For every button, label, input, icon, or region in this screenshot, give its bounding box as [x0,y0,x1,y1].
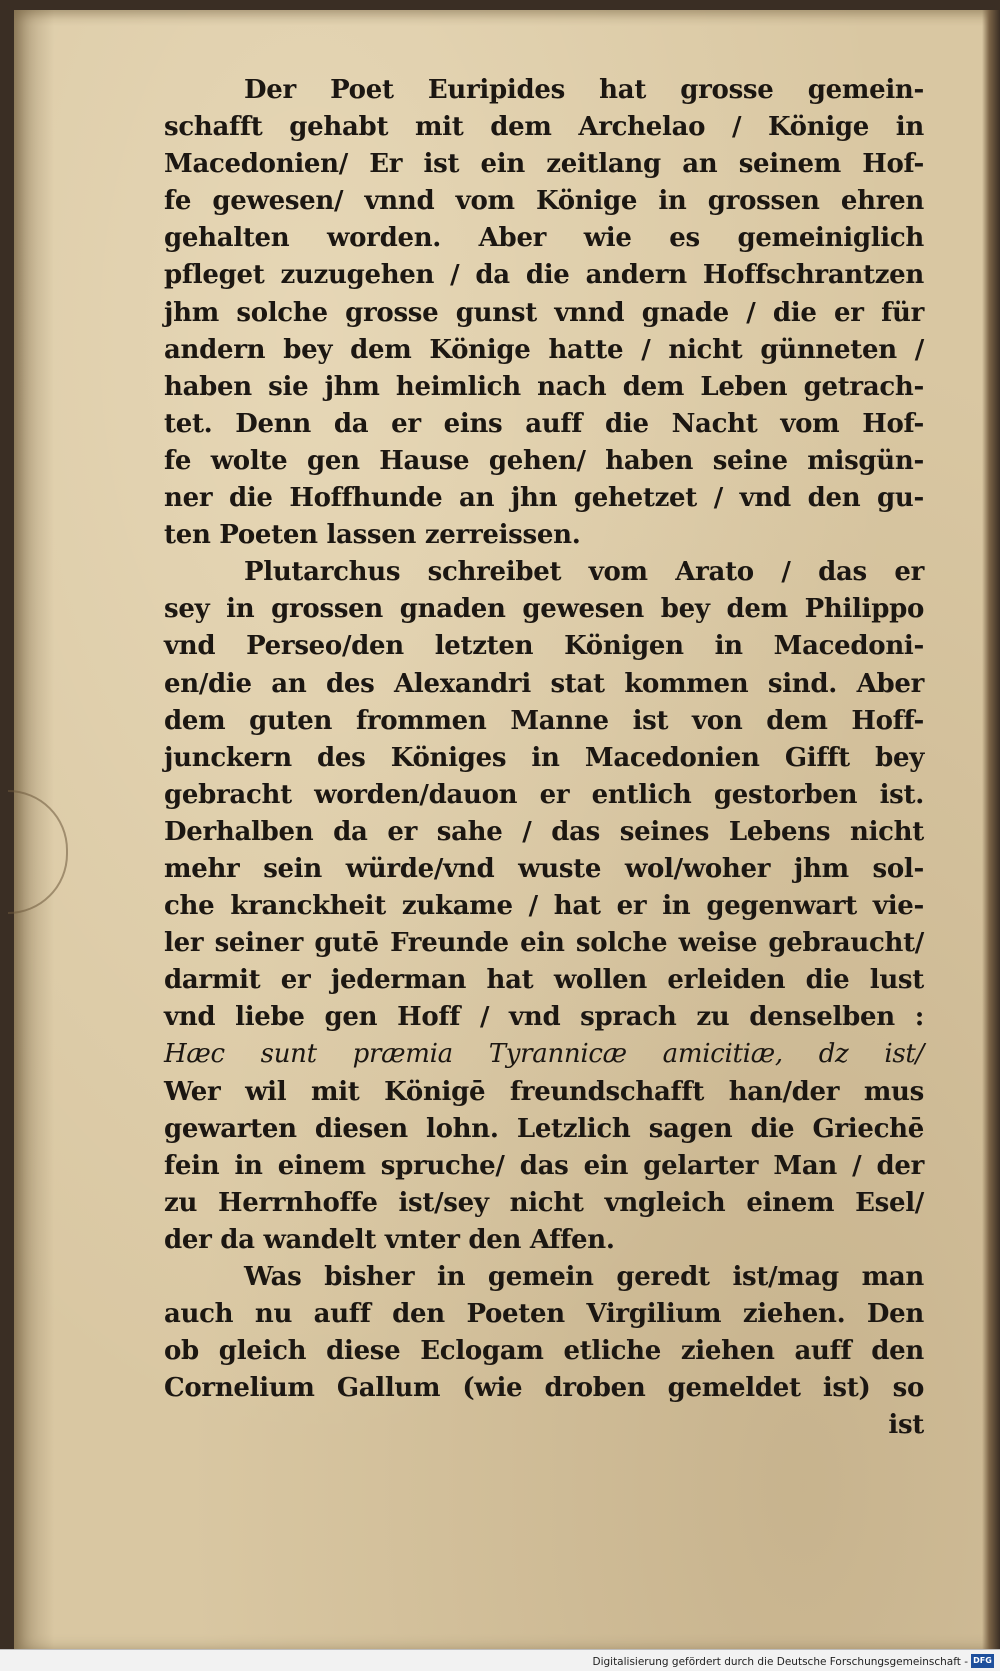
page-edge [982,10,1000,1650]
dfg-logo-icon: DFG [971,1654,994,1668]
text-line: junckern des Königes in Macedonien Gifft bey [164,742,924,773]
text-line: mehr sein würde/vnd wuste wol/woher jhm sol- [164,853,924,884]
text-line: dem guten frommen Manne ist von dem Hoff- [164,705,924,736]
text-line: jhm solche grosse gunst vnnd gnade / die er für [164,297,924,328]
text-line: Wer wil mit Königē freundschafft han/der mus [164,1076,924,1107]
text-line: Cornelium Gallum (wie droben gemeldet ist) so [164,1373,924,1404]
text-line: sey in grossen gnaden gewesen bey dem Philippo [164,594,924,625]
text-line: haben sie jhm heimlich nach dem Leben getrach- [164,371,924,402]
text-line: Hæc sunt præmia Tyrannicæ amicitiæ, dz ist/ [164,1039,924,1070]
text-line: gewarten diesen lohn. Letzlich sagen die Griechē [164,1113,924,1144]
text-line: darmit er jederman hat wollen erleiden die lust [164,965,924,996]
text-line: zu Herrnhoffe ist/sey nicht vngleich einem Esel/ [164,1187,924,1218]
text-line: che kranckheit zukame / hat er in gegenwart vie- [164,891,924,922]
text-line: Plutarchus schreibet vom Arato / das er [244,557,924,588]
catchword: ist [888,1410,924,1441]
text-line: ten Poeten lassen zerreissen. [164,520,581,551]
text-line: fein in einem spruche/ das ein gelarter Man / der [164,1150,924,1181]
text-line: fe wolte gen Hause gehen/ haben seine misgün- [164,445,924,476]
text-line: andern bey dem Könige hatte / nicht günneten / [164,334,924,365]
text-line: gehalten worden. Aber wie es gemeiniglich [164,223,924,254]
text-line: schafft gehabt mit dem Archelao / Könige in [164,112,924,143]
text-line: vnd Perseo/den letzten Königen in Macedoni- [164,631,924,662]
footer-bar [0,1649,1000,1671]
text-line: Derhalben da er sahe / das seines Lebens nicht [164,816,924,847]
text-line: ner die Hoffhunde an jhn gehetzet / vnd den gu- [164,483,924,514]
text-line: gebracht worden/dauon er entlich gestorben ist. [164,779,924,810]
text-line: Der Poet Euripides hat grosse gemein- [244,75,924,105]
text-line: der da wandelt vnter den Affen. [164,1224,615,1255]
page-text-block [164,72,924,1444]
text-line: auch nu auff den Poeten Virgilium ziehen. Den [164,1299,924,1330]
text-line: Macedonien/ Er ist ein zeitlang an seinem Hof- [164,149,924,180]
text-line: pfleget zuzugehen / da die andern Hoffschrantzen [164,260,924,291]
text-line: en/die an des Alexandri stat kommen sind. Aber [164,668,924,699]
text-line: ob gleich diese Eclogam etliche ziehen auff den [164,1336,924,1367]
text-line: fe gewesen/ vnnd vom Könige in grossen ehren [164,186,924,217]
text-line: Was bisher in gemein geredt ist/mag man [244,1262,924,1292]
text-line: vnd liebe gen Hoff / vnd sprach zu denselben : [164,1002,924,1033]
text-line: ler seiner gutē Freunde ein solche weise gebraucht/ [164,928,924,959]
footer-credit-text: Digitalisierung gefördert durch die Deutsche Forschungsgemeinschaft - [592,1656,968,1668]
book-page [14,10,1000,1650]
text-line: tet. Denn da er eins auff die Nacht vom Hof- [164,408,924,439]
clasp-mark [8,790,68,914]
